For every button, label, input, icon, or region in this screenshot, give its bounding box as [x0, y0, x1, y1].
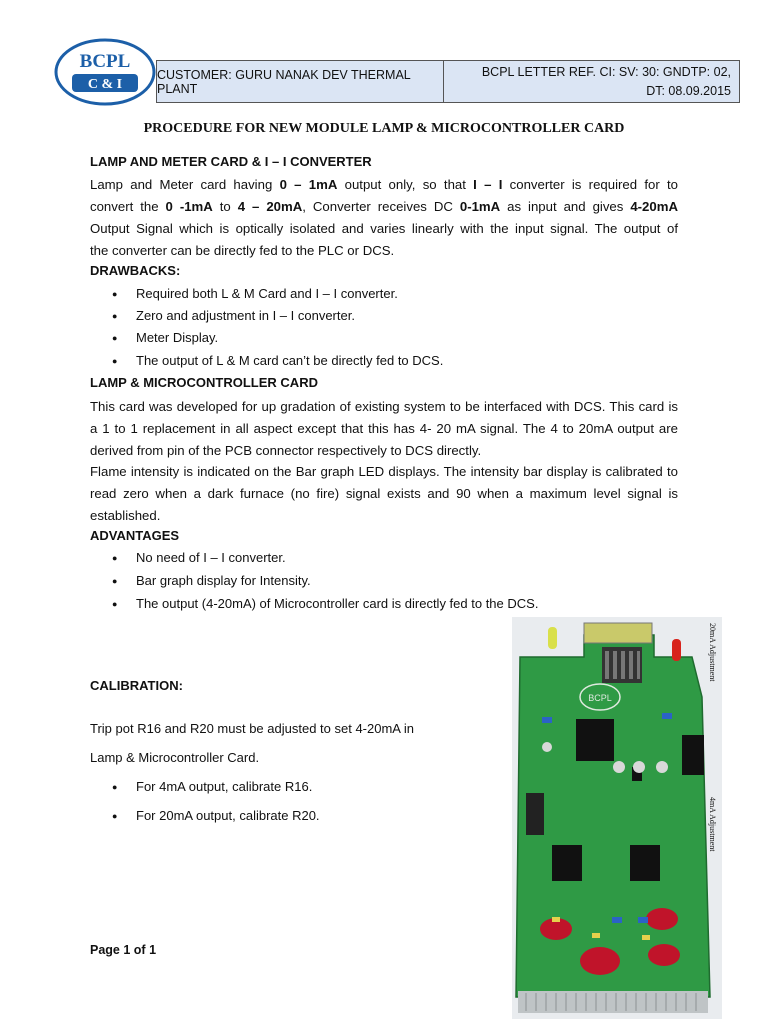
- section1-line-4: the converter can be directly fed to the PLC or DCS.: [90, 243, 395, 258]
- document-title: PROCEDURE FOR NEW MODULE LAMP & MICROCONTROLLER CARD: [143, 121, 625, 136]
- logo-text-bottom: C & I: [87, 77, 123, 92]
- reference-line-2: DT: 08.09.2015: [646, 83, 731, 98]
- logo-text-top: BCPL: [79, 51, 131, 72]
- section-heading-calibration: CALIBRATION:: [90, 678, 183, 693]
- section1-line-3: Output Signal which is optically isolated and varies linearly with the input signal. The output of: [90, 221, 678, 236]
- page-number: Page 1 of 1: [90, 943, 157, 957]
- board-label: BCPL: [588, 693, 612, 703]
- reference-cell: [444, 61, 739, 102]
- calibration-line-2: Lamp & Microcontroller Card.: [90, 750, 260, 765]
- customer-cell: CUSTOMER: GURU NANAK DEV THERMAL PLANT: [157, 61, 444, 102]
- list-item: ● For 4mA output, calibrate R16.: [112, 779, 312, 794]
- reference-line-1: BCPL LETTER REF. CI: SV: 30: GNDTP: 02,: [481, 64, 731, 79]
- list-item: ● For 20mA output, calibrate R20.: [112, 808, 320, 823]
- section-heading-advantages: ADVANTAGES: [90, 528, 180, 543]
- bcpl-logo: [54, 38, 156, 106]
- label-4ma-adjustment: 4mA Adjustment: [708, 797, 717, 852]
- calibration-line-1: Trip pot R16 and R20 must be adjusted to set 4-20mA in: [90, 721, 414, 736]
- section-heading-drawbacks: DRAWBACKS:: [90, 263, 181, 278]
- list-item: ● Meter Display.: [112, 330, 218, 345]
- section2-paragraph-2: Flame intensity is indicated on the Bar graph LED displays. The intensity bar display is calibrated to read zero when a dark furnace (no fire) signal exists and 90 when a maximum level signal is established.: [90, 464, 678, 523]
- list-item: ● The output (4-20mA) of Microcontroller card is directly fed to the DCS.: [112, 596, 538, 611]
- pcb-card-photo: [512, 617, 722, 1019]
- section-heading-lamp-meter: LAMP AND METER CARD & I – I CONVERTER: [90, 154, 372, 169]
- list-item: ● The output of L & M card can’t be directly fed to DCS.: [112, 353, 443, 368]
- list-item: ● Required both L & M Card and I – I converter.: [112, 286, 398, 301]
- section2-paragraph-1: This card was developed for up gradation of existing system to be interfaced with DCS. This card is a 1 to 1 replacement in all aspect except that this has 4- 20 mA signal. The 4 to 20mA output are derived from pin of the PCB connector respectively to DCS directly.: [90, 399, 678, 458]
- section-heading-microcontroller: LAMP & MICROCONTROLLER CARD: [90, 375, 318, 390]
- list-item: ● Zero and adjustment in I – I converter.: [112, 308, 355, 323]
- header-table: [156, 60, 740, 103]
- label-20ma-adjustment: 20mA Adjustment: [708, 623, 717, 682]
- section1-line-2: convert the 0 -1mA to 4 – 20mA, Converter receives DC 0-1mA as input and gives 4-20mA: [90, 199, 678, 214]
- list-item: ● No need of I – I converter.: [112, 550, 286, 565]
- section1-paragraph: [90, 174, 678, 262]
- list-item: ● Bar graph display for Intensity.: [112, 573, 311, 588]
- section1-line-1: Lamp and Meter card having 0 – 1mA output only, so that I – I converter is required for to: [90, 177, 678, 192]
